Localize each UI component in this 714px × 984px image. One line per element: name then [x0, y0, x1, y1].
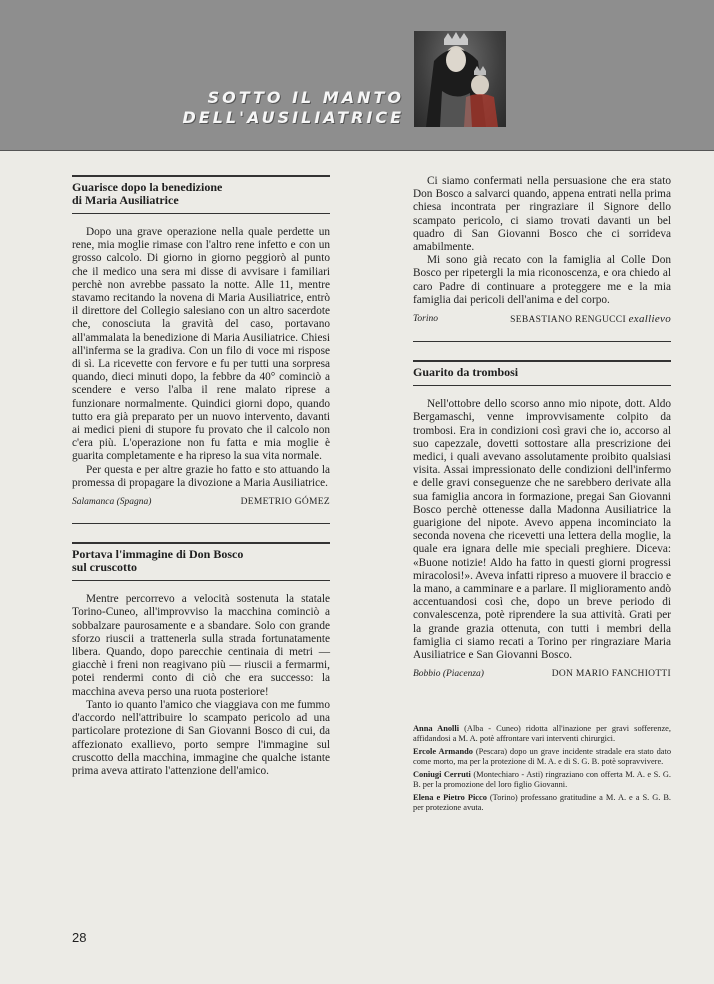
- divider: [72, 175, 330, 177]
- note-item: [413, 770, 671, 791]
- article-title: [72, 548, 330, 574]
- page-number: 28: [72, 930, 87, 945]
- divider: [413, 360, 671, 362]
- article-title-line-2: sul cruscotto: [72, 560, 137, 575]
- signature-name: DON MARIO FANCHIOTTI: [551, 669, 671, 680]
- note-name: Coniugi Cerruti: [413, 769, 471, 779]
- note-name: Ercole Armando: [413, 746, 473, 756]
- left-column: [72, 175, 330, 796]
- article-portava: [72, 542, 330, 778]
- signature: [413, 668, 671, 681]
- note-text: (Alba - Cuneo) ridotta all'inazione per gravi sofferenze, affidandosi a M. A. potè affrontare vari interventi chirurgici.: [413, 723, 671, 743]
- note-item: [413, 747, 671, 768]
- divider: [72, 542, 330, 544]
- signature-name-suffix: exallievo: [628, 313, 671, 326]
- signature-name: [510, 313, 671, 327]
- banner-title-line-2: DELL'AUSILIATRICE: [182, 108, 404, 127]
- divider: [72, 523, 330, 524]
- note-text: (Torino) professano gratitudine a M. A. e a S. G. B. per protezione avuta.: [413, 792, 671, 812]
- divider: [413, 341, 671, 342]
- article-title: Guarito da trombosi: [413, 365, 519, 380]
- article-paragraph: Per questa e per altre grazie ho fatto e sto attuando la promessa di propagare la divozione a Maria Ausiliatrice.: [72, 463, 330, 489]
- note-text: (Pescara) dopo un grave incidente stradale era stato dato come morto, ma per la protezione di M. A. e di S. G. B. potè sopravvivere.: [413, 746, 672, 766]
- article-paragraph: Nell'ottobre dello scorso anno mio nipote, dott. Aldo Bergamaschi, venne improvvisamente colpito da trombosi. Era in condizioni così gravi che io, accorso al suo capezzale, dovetti sottostare alla prescrizione dei medici, i quali avevano assolutamente proibito qualsiasi visita. Assai impressionato delle condizioni dell'infermo e delle gravi conseguenze che ne sarebbero derivate alla sua famiglia ancora in formazione, pregai San Giovanni Bosco perchè ottenesse dalla Madonna Ausiliatrice la guarigione del nipote. Avevo appena incominciato la seconda novena che ricevetti una lettera della moglie, la quale era ignara delle mie speciali preghiere. Diceva: «Buone notizie! Aldo ha fatto in questi giorni progressi miracolosi!». Aveva infatti ripreso a muovere il braccio e la mano, a camminare e a parlare. Il miglioramento andò accentuandosi così che, dopo un breve periodo di convalescenza, potè riprendere la sua attività. Grati per la grande grazia ottenuta, con tutti i membri della famiglia ci siamo recati a Torino per ringraziare Maria Ausiliatrice e San Giovanni Bosco.: [413, 398, 671, 662]
- article-paragraph: Mi sono già recato con la famiglia al Colle Don Bosco per ripetergli la mia riconoscenza, e ora chiedo al caro Padre di continuare a proteggere me e la mia famiglia dai pericoli dell'anima e del corpo.: [413, 254, 671, 306]
- signature-place: Salamanca (Spagna): [72, 497, 152, 508]
- article-guarito: [413, 360, 671, 681]
- note-name: Anna Anolli: [413, 723, 460, 733]
- thanks-notes: [413, 724, 671, 814]
- right-column: [413, 175, 671, 816]
- article-paragraph: Mentre percorrevo a velocità sostenuta la statale Torino-Cuneo, all'improvviso la macchina cominciò a sobbalzare paurosamente e a sbandare. Solo con grande sforzo riuscii a trattenerla sulla strada fortunatamente libera. Quando, dopo parecchie centinaia di metri — giacchè i freni non reagivano più — riuscii a fermarmi, potei rendermi conto di ciò che era successo: la macchina aveva perso una ruota posteriore!: [72, 593, 330, 698]
- signature: [72, 496, 330, 509]
- article-paragraph: Dopo una grave operazione nella quale perdette un rene, mia moglie rimase con l'altro rene infetto e con un grosso calcolo. Di giorno in giorno peggiorò al punto che il medico una sera mi disse di avvisare i familiari perchè non avrebbe passato la notte. Alle 11, mentre stavamo recitando la novena di Maria Ausiliatrice, entrò il direttore del Collegio salesiano con un altro sacerdote che, conosciuta la gravità del caso, portavano all'ammalata la benedizione di Maria Ausiliatrice. Chiesi all'inferma se la gradiva. Con un filo di voce mi rispose di sì. La ricevette con fervore e fu per tutti una sorpresa quando, dieci minuti dopo, la febbre da 40° cominciò a scendere e verso l'alba il rene malato riprese a funzionare normalmente. Quindici giorni dopo, quando tutto era già preparato per un nuovo intervento, davanti ai medici pieni di stupore fu provato che il calcolo non c'era più. L'operazione non fu fatta e mia moglie è guarita completamente e ha ripreso la sua vita normale.: [72, 226, 330, 463]
- madonna-with-child-icon: [414, 31, 506, 127]
- article-guarisce: [72, 175, 330, 524]
- signature-place: Torino: [413, 314, 438, 325]
- article-title-line-1: Guarisce dopo la benedizione: [72, 180, 223, 194]
- header-banner: [0, 0, 714, 151]
- divider: [413, 385, 671, 386]
- article-continuation: [413, 175, 671, 342]
- banner-title: [183, 88, 405, 128]
- article-title-line-2: di Maria Ausiliatrice: [72, 193, 179, 207]
- note-item: [413, 724, 671, 745]
- article-paragraph: Ci siamo confermati nella persuasione che era stato Don Bosco a salvarci quando, appena entrati nella prima chiesa incontrata per ringraziare il Signore dello scampato pericolo, ci siamo trovati davanti un bel quadro di San Giovanni Bosco che ci sorrideva amabilmente.: [413, 175, 671, 254]
- article-paragraph: Tanto io quanto l'amico che viaggiava con me fummo d'accordo nell'attribuire lo scampato pericolo ad una particolare protezione di San Giovanni Bosco di cui, da affezionato exallievo, porto sempre l'immagine sul cruscotto della macchina, immagine che qualche istante prima aveva attirato l'attenzione dell'amico.: [72, 698, 330, 777]
- signature: [413, 313, 671, 327]
- divider: [72, 580, 330, 581]
- signature-name: DEMETRIO GÓMEZ: [240, 497, 330, 508]
- signature-name-text: SEBASTIANO RENGUCCI: [510, 315, 626, 326]
- note-text: (Montechiaro - Asti) ringraziano con offerta M. A. e S. G. B. per la promozione del loro figlio Giovanni.: [413, 769, 671, 789]
- article-title: [72, 181, 330, 207]
- divider: [72, 213, 330, 214]
- note-item: [413, 793, 671, 814]
- note-name: Elena e Pietro Picco: [413, 792, 487, 802]
- signature-place: Bobbio (Piacenza): [413, 669, 484, 680]
- article-title-line-1: Portava l'immagine di Don Bosco: [72, 547, 244, 562]
- banner-title-line-1: SOTTO IL MANTO: [207, 88, 404, 107]
